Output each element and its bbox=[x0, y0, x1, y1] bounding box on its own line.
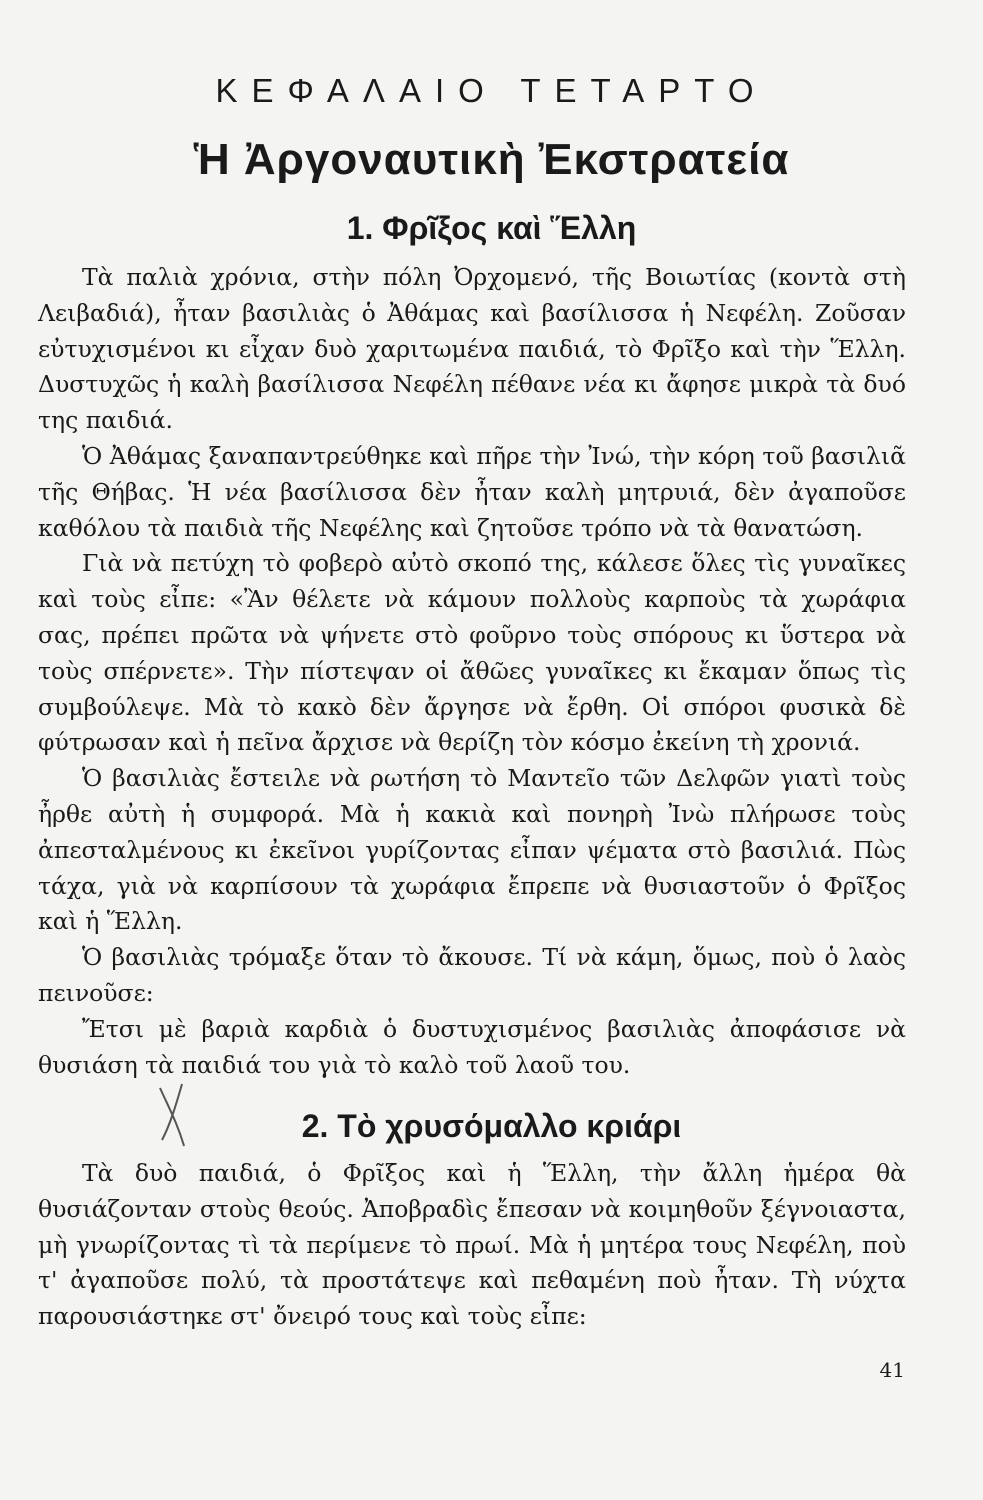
paragraph: Ὁ βασιλιὰς τρόμαξε ὅταν τὸ ἄκουσε. Τί νὰ κάμη, ὅμως, ποὺ ὁ λαὸς πεινοῦσε: bbox=[38, 943, 906, 1007]
paragraph: Ὁ βασιλιὰς ἔστειλε νὰ ρωτήση τὸ Μαντεῖο τῶν Δελφῶν γιατὶ τοὺς ἦρθε αὐτὴ ἡ συμφορά. Μὰ ἡ κακιὰ καὶ πονηρὴ Ἰνὼ πλήρωσε τοὺς ἀπεσταλμένους κι ἐκεῖνοι γυρίζοντας εἶπαν ψέματα στὸ βασιλιά. Πὼς τάχα, γιὰ νὰ καρπίσουν τὰ χωράφια ἔπρεπε νὰ θυσιαστοῦν ὁ Φρῖξος καὶ ἡ Ἕλλη. bbox=[38, 764, 906, 936]
paragraph: Ἔτσι μὲ βαριὰ καρδιὰ ὁ δυστυχισμένος βασιλιὰς ἀποφάσισε νὰ θυσιάση τὰ παιδιά του γιὰ τὸ καλὸ τοῦ λαοῦ του. bbox=[38, 1014, 906, 1079]
section-body-1 bbox=[38, 260, 906, 1083]
paragraph: Ὁ Ἀθάμας ξαναπαντρεύθηκε καὶ πῆρε τὴν Ἰνώ, τὴν κόρη τοῦ βασιλιᾶ τῆς Θήβας. Ἡ νέα βασίλισσα δὲν ἦταν καλὴ μητρυιά, δὲν ἀγαποῦσε καθόλου τὰ παιδιὰ τῆς Νεφέλης καὶ ζητοῦσε τρόπο νὰ τὰ θανατώση. bbox=[38, 441, 906, 542]
chapter-heading: ΚΕΦΑΛΑΙΟ ΤΕΤΑΡΤΟ bbox=[215, 72, 768, 109]
paragraph: Τὰ δυὸ παιδιά, ὁ Φρῖξος καὶ ἡ Ἕλλη, τὴν ἄλλη ἡμέρα θὰ θυσιάζονταν στοὺς θεούς. Ἀποβραδὶς ἔπεσαν νὰ κοιμηθοῦν ξέγνοιαστα, μὴ γνωρίζοντας τὶ τὰ περίμενε τὸ πρωί. Μὰ ἡ μητέρα τους Νεφέλη, ποὺ τ' ἀγαποῦσε πολύ, τὰ προστάτεψε καὶ πεθαμένη ποὺ ἦταν. Τὴ νύχτα παρουσιάστηκε στ' ὄνειρό τους καὶ τοὺς εἶπε: bbox=[38, 1159, 906, 1331]
section-heading-2: 2. Τὸ χρυσόμαλλο κριάρι bbox=[301, 1108, 682, 1144]
chapter-title: Ἡ Ἀργοναυτικὴ Ἐκστρατεία bbox=[193, 135, 790, 184]
paragraph: Τὰ παλιὰ χρόνια, στὴν πόλη Ὀρχομενό, τῆς Βοιωτίας (κοντὰ στὴ Λειβαδιά), ἦταν βασιλιὰς ὁ Ἀθάμας καὶ βασίλισσα ἡ Νεφέλη. Ζοῦσαν εὐτυχισμένοι κι εἶχαν δυὸ χαριτωμένα παιδιά, τὸ Φρῖξο καὶ τὴν Ἕλλη. Δυστυχῶς ἡ καλὴ βασίλισσα Νεφέλη πέθανε νέα κι ἄφησε μικρὰ τὰ δυό της παιδιά. bbox=[38, 263, 906, 435]
page-number: 41 bbox=[879, 1358, 905, 1382]
section-body-2 bbox=[38, 1156, 906, 1335]
section-heading-1: 1. Φρῖξος καὶ Ἕλλη bbox=[346, 210, 637, 246]
paragraph: Γιὰ νὰ πετύχη τὸ φοβερὸ αὐτὸ σκοπό της, κάλεσε ὅλες τὶς γυναῖκες καὶ τοὺς εἶπε: «Ἂν θέλετε νὰ κάμουν πολλοὺς καρποὺς τὰ χωράφια σας, πρέπει πρῶτα νὰ ψήνετε στὸ φοῦρνο τοὺς σπόρους κι ὕστερα νὰ τοὺς σπέρνετε». Τὴν πίστεψαν οἱ ἄθῶες γυναῖκες κι ἔκαμαν ὅπως τὶς συμβούλεψε. Μὰ τὸ κακὸ δὲν ἄργησε νὰ ἔρθη. Οἱ σπόροι φυσικὰ δὲ φύτρωσαν καὶ ἡ πεῖνα ἄρχισε νὰ θερίζη τὸν κόσμο ἐκείνη τὴ χρονιά. bbox=[38, 549, 906, 757]
